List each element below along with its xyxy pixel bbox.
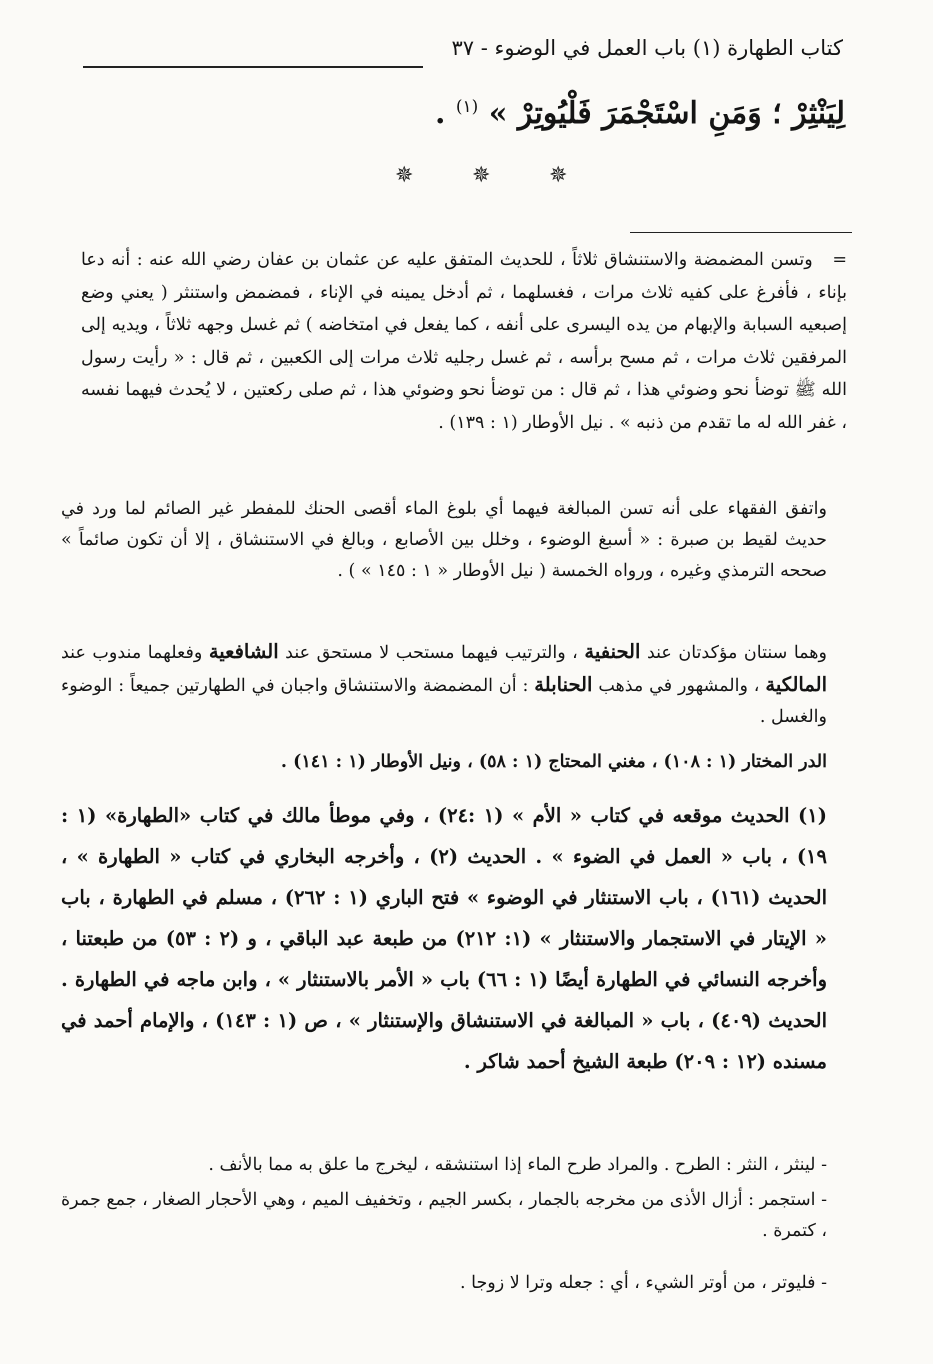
hadith-text-end [435,96,845,131]
star-ornament-icon: ✵ [395,163,414,188]
hadith-period: . [434,96,446,131]
references-line: الدر المختار (١ : ١٠٨) ، مغني المحتاج (١ : ٥٨) ، ونيل الأوطار (١ : ١٤١) . [280,752,827,772]
madhhab-name: الحنابلة [534,673,593,696]
footnote-paragraph [61,636,847,733]
footnote-1: (١) الحديث موقعه في كتاب « الأم » (١ :٢٤) ، وفي موطأ مالك في كتاب «الطهارة» (١ : ١٩) ، باب « العمل في الضوء » . الحديث (٢) ، وأخرجه البخاري في كتاب « الطهارة » ، الحديث (١٦١) ، باب الاستنثار في الوضوء » فتح الباري (١ : ٢٦٢) ، مسلم في الطهارة ، باب « الإيتار في الاستجمار والاستنثار » (١: ٢١٢) من طبعة عبد الباقي ، و (٢ : ٥٣) من طبعتنا ، وأخرجه النسائي في الطهارة أيضًا (١ : ٦٦) باب « الأمر بالاستنثار » ، وابن ماجه في الطهارة . الحديث (٤٠٩) ، باب « المبالغة في الاستنشاق والإستنثار » ، ص (١ : ١٤٣) ، والإمام أحمد في مسنده (١٢ : ٢٠٩) طبعة الشيخ أحمد شاكر . [61,804,828,1073]
madhhab-name: الشافعية [208,640,279,663]
gloss-item: - فليوتر ، من أوتر الشيء ، أي : جعله وترا لا زوجا . [459,1273,827,1293]
text-run: ، والترتيب فيهما مستحب لا مستحق عند [285,643,578,663]
hadith-text: لِيَنْثِرْ ؛ وَمَنِ اسْتَجْمَرَ فَلْيُوتِرْ » [488,96,845,131]
madhhab-name: المالكية [765,673,827,696]
footnote-rule [630,232,852,233]
text-run: وهما سنتان مؤكدتان عند [646,643,827,663]
footnote-paragraph [81,244,847,439]
header-title: كتاب الطهارة (١) باب العمل في الوضوء - ٣٧ [451,36,843,60]
continuation-marker: = [832,250,847,270]
gloss-item: - لينثر ، النثر : الطرح . والمراد طرح الماء إذا استنشقه ، ليخرج ما علق به مما بالأنف . [208,1155,827,1175]
header-rule [83,66,423,68]
madhhab-name: الحنفية [584,640,641,663]
text-run: : أن المضمضة والاستنشاق واجبان في الطهارتين جميعاً : الوضوء والغسل . [61,676,827,727]
star-ornament-icon: ✵ [549,163,568,188]
footnote-marker: (١) [455,97,479,117]
footnote-text: وتسن المضمضة والاستنشاق ثلاثاً ، للحديث المتفق عليه عن عثمان بن عفان رضي الله عنه : أنه دعا بإناء ، فأفرغ على كفيه ثلاث مرات ، فغسلهما ، ثم أدخل يمينه في الإناء ، فمضمض واستنثر ( يعني وضع إصبعيه السبابة والإبهام من يده اليسرى على أنفه ، كما يفعل في امتخاضه ) ثم غسل وجهه ثلاثاً ، ويديه إلى المرفقين ثلاث مرات ، ثم مسح برأسه ، ثم غسل رجليه ثلاث مرات إلى الكعبين ، ثم قال : « رأيت رسول الله ﷺ توضأ نحو وضوئي هذا ، ثم قال : من توضأ نحو وضوئي هذا ، ثم صلى ركعتين ، لا يُحدث فيهما نفسه ، غفر الله له ما تقدم من ذنبه » . نيل الأوطار (١ : ١٣٩) . [81,250,847,433]
gloss-item: - استجمر : أزال الأذى من مخرجه بالجمار ، بكسر الجيم ، وتخفيف الميم ، وهي الأحجار الصغار ، جمع جمرة ، كتمرة . [61,1190,827,1241]
section-separator [0,163,933,193]
text-run: ، والمشهور في مذهب [598,676,760,696]
star-ornament-icon: ✵ [472,163,491,188]
footnote-paragraph: واتفق الفقهاء على أنه تسن المبالغة فيهما أي بلوغ الماء أقصى الحنك للمفطر غير الصائم لما ورد في حديث لقيط بن صبرة : « أسبغ الوضوء ، وخلل بين الأصابع ، وبالغ في الاستنشاق ، إلا أن تكون صائماً » صححه الترمذي وغيره ، ورواه الخمسة ( نيل الأوطار « ١ : ١٤٥ » ) . [61,499,827,581]
text-run: وفعلهما مندوب عند [61,643,203,663]
running-header [83,36,843,78]
